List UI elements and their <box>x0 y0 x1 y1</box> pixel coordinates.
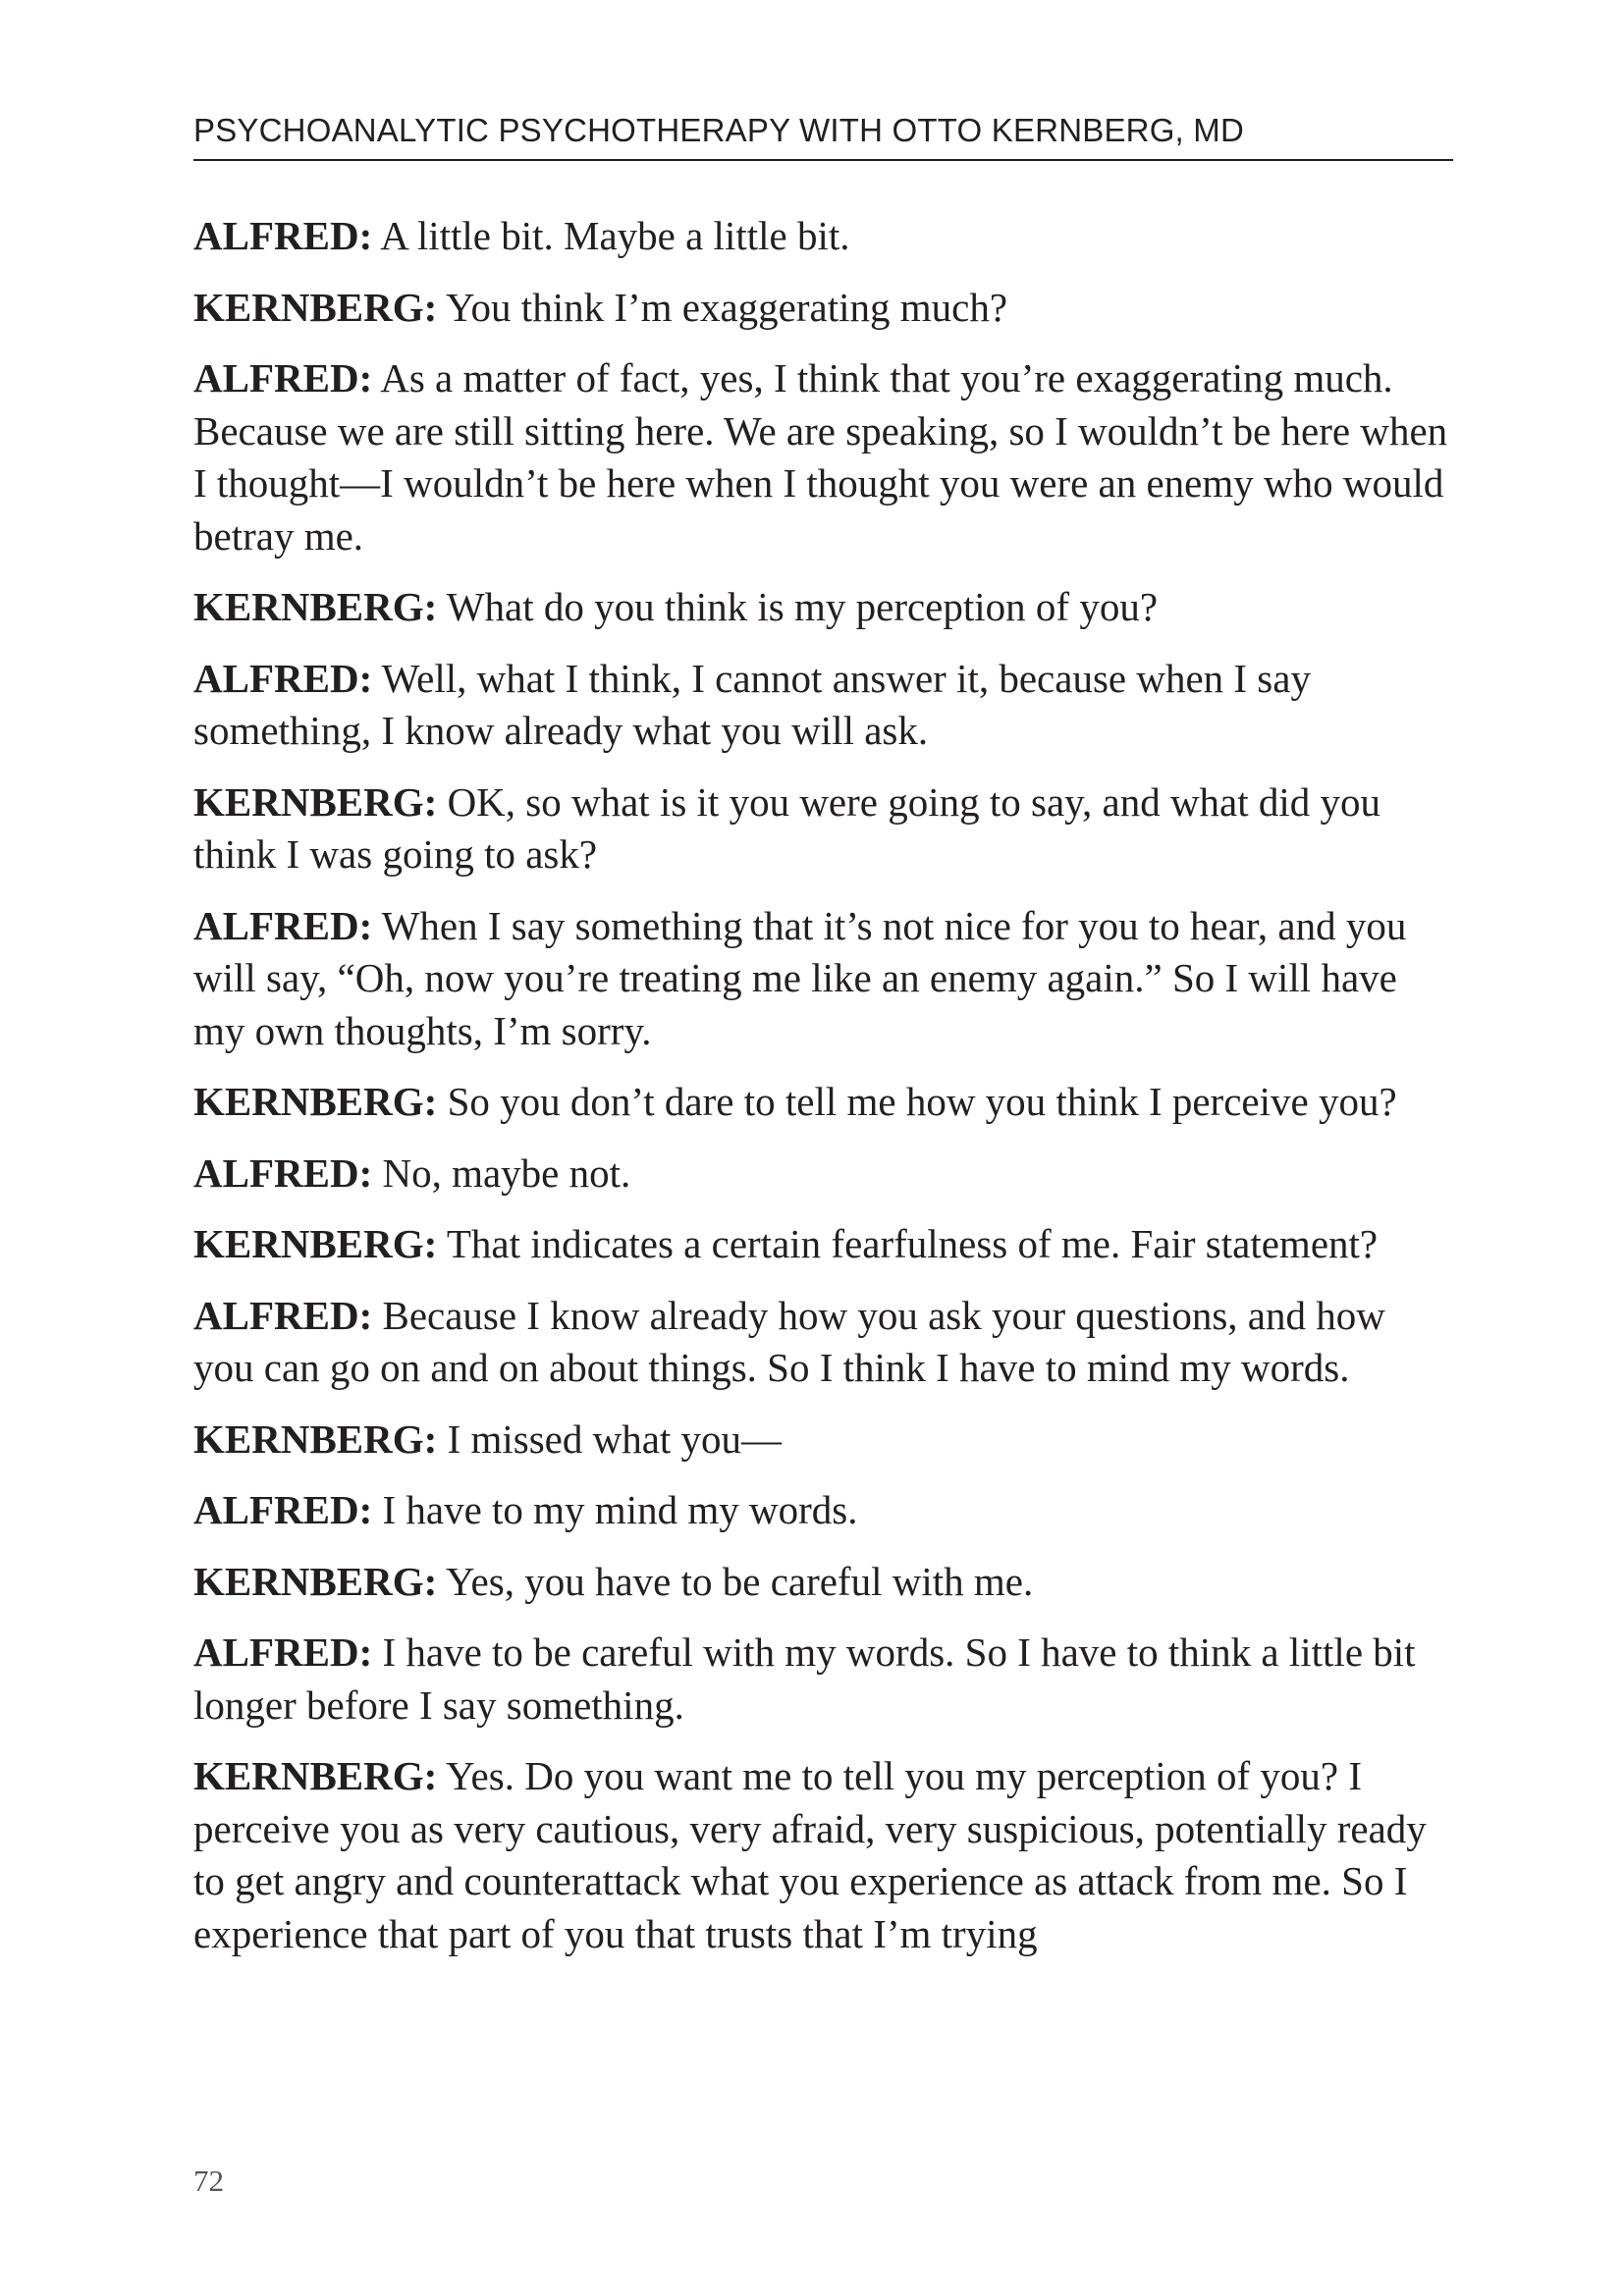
speaker-label: ALFRED: <box>193 355 373 400</box>
dialogue-line <box>193 210 1453 263</box>
dialogue-text: What do you think is my perception of you? <box>446 584 1159 629</box>
dialogue-line <box>193 1627 1453 1732</box>
speaker-label: ALFRED: <box>193 213 373 258</box>
speaker-label: KERNBERG: <box>193 1753 438 1798</box>
running-head: PSYCHOANALYTIC PSYCHOTHERAPY WITH OTTO KERNBERG, MD <box>193 112 1245 148</box>
dialogue-text: When I say something that it’s not nice for you to hear, and you will say, “Oh, now you’re treating me like an enemy again.” So I will have my own thoughts, I’m sorry. <box>193 902 1407 1053</box>
speaker-label: KERNBERG: <box>193 584 438 629</box>
dialogue-line <box>193 282 1453 335</box>
dialogue-text: As a matter of fact, yes, I think that you’re exaggerating much. Because we are still sitting here. We are speaking, so I wouldn’t be here when I thought—I wouldn’t be here when I thought you were an enemy who would betray me. <box>193 355 1448 559</box>
dialogue-line <box>193 352 1453 562</box>
speaker-label: KERNBERG: <box>193 1415 438 1462</box>
dialogue-line <box>193 1484 1453 1537</box>
dialogue-text: Yes. Do you want me to tell you my perception of you? I perceive you as very cautious, very afraid, very suspicious, potentially ready to get angry and counterattack what you experience as attack from me. So I experience that part of you that trusts that I’m trying <box>193 1753 1427 1956</box>
speaker-label: ALFRED: <box>193 1292 373 1338</box>
dialogue-text: A little bit. Maybe a little bit. <box>380 213 850 258</box>
dialogue-text: I have to be careful with my words. So I have to think a little bit longer before I say something. <box>193 1629 1416 1728</box>
dialogue-line <box>193 1218 1453 1271</box>
dialogue-line <box>193 1148 1453 1201</box>
dialogue-text: Yes, you have to be careful with me. <box>446 1558 1034 1604</box>
dialogue-text: I have to my mind my words. <box>382 1487 858 1532</box>
dialogue-line <box>193 1076 1453 1129</box>
speaker-label: ALFRED: <box>193 655 373 701</box>
dialogue-text: OK, so what is it you were going to say, and what did you think I was going to ask? <box>193 778 1381 877</box>
dialogue-text: That indicates a certain fearfulness of me. Fair statement? <box>446 1221 1379 1266</box>
dialogue-text: So you don’t dare to tell me how you think I perceive you? <box>447 1079 1397 1124</box>
speaker-label: ALFRED: <box>193 902 373 948</box>
dialogue-text: You think I’m exaggerating much? <box>446 284 1008 330</box>
speaker-label: ALFRED: <box>193 1149 373 1196</box>
page-number: 72 <box>193 2163 224 2198</box>
dialogue-line <box>193 776 1453 881</box>
speaker-label: KERNBERG: <box>193 1079 438 1124</box>
dialogue-text: I missed what you— <box>447 1415 783 1462</box>
dialogue-text: Well, what I think, I cannot answer it, because when I say something, I know already what you will ask. <box>193 655 1311 753</box>
speaker-label: KERNBERG: <box>193 284 438 330</box>
dialogue-text: No, maybe not. <box>382 1149 631 1196</box>
dialogue-line <box>193 581 1453 634</box>
header-divider <box>193 159 1453 161</box>
speaker-label: ALFRED: <box>193 1487 373 1532</box>
dialogue-text: Because I know already how you ask your questions, and how you can go on and on about things. So I think I have to mind my words. <box>193 1292 1385 1390</box>
speaker-label: KERNBERG: <box>193 778 438 825</box>
speaker-label: KERNBERG: <box>193 1558 438 1604</box>
dialogue-line <box>193 1290 1453 1395</box>
dialogue-line <box>193 1556 1453 1609</box>
dialogue-line <box>193 1414 1453 1467</box>
speaker-label: ALFRED: <box>193 1629 373 1675</box>
dialogue-line <box>193 1750 1453 1960</box>
speaker-label: KERNBERG: <box>193 1221 438 1266</box>
dialogue-line <box>193 653 1453 758</box>
dialogue-line <box>193 900 1453 1058</box>
transcript-body <box>193 210 1453 1979</box>
